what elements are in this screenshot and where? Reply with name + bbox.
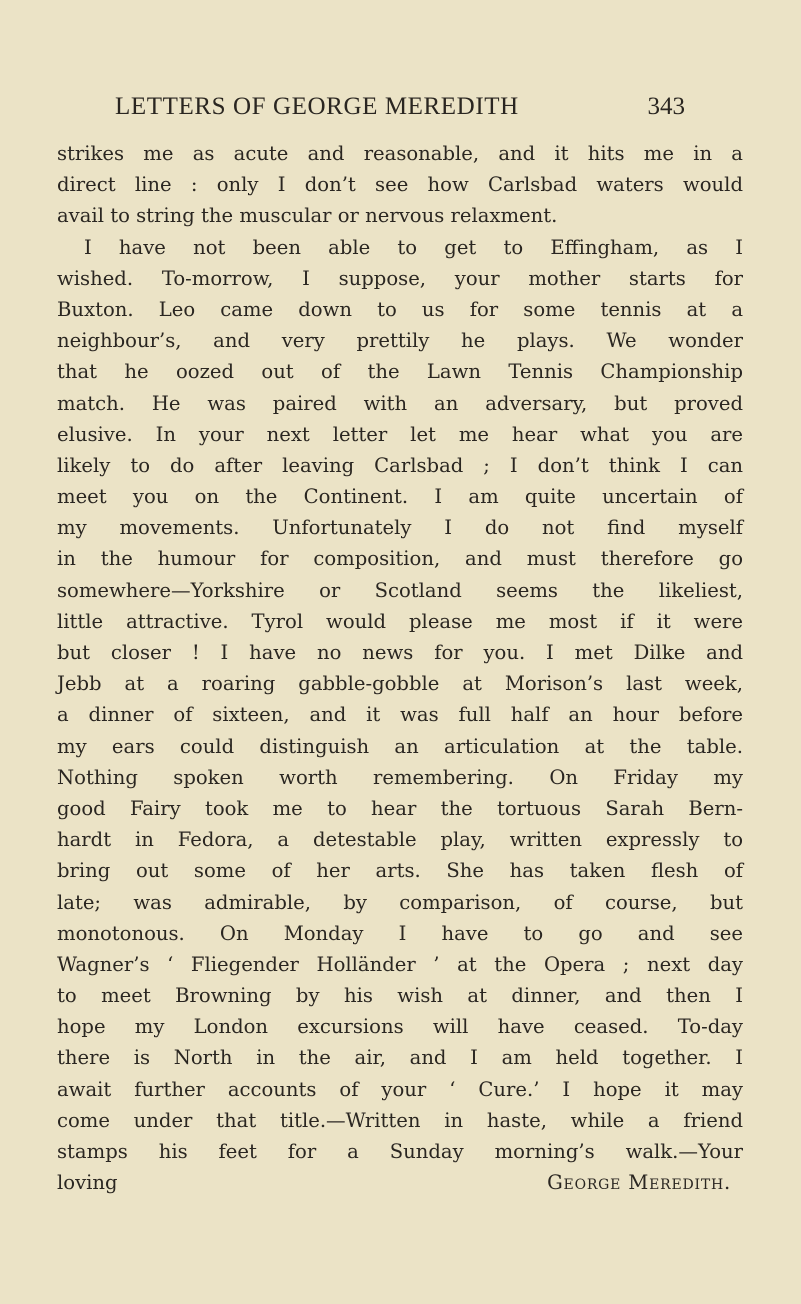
text-line: await further accounts of your ‘ Cure.’ I hope it may [57,1077,743,1101]
text-line: hope my London excursions will have ceased. To-day [57,1015,743,1039]
closing-line [57,1167,743,1198]
text-line: strikes me as acute and reasonable, and it hits me in a [57,142,743,165]
text-line: monotonous. On Monday I have to go and see [57,921,743,945]
text-line: in the humour for composition, and must therefore go [57,547,743,571]
text-line: that he oozed out of the Lawn Tennis Championship [57,360,743,384]
signature: George Meredith. [547,1171,731,1195]
text-line: Nothing spoken worth remembering. On Friday my [57,765,743,789]
text-line: somewhere—Yorkshire or Scotland seems the likeliest, [57,578,743,602]
text-line: come under that title.—Written in haste, while a friend [57,1108,743,1132]
text-line: meet you on the Continent. I am quite uncertain of [57,485,743,509]
text-line: Wagner’s ‘ Fliegender Holländer ’ at the Opera ; next day [57,952,743,976]
text-line: avail to string the muscular or nervous relaxment. [57,204,558,228]
text-line: wished. To-morrow, I suppose, your mother starts for [57,266,743,290]
text-line: bring out some of her arts. She has taken flesh of [57,859,743,883]
text-line: likely to do after leaving Carlsbad ; I don’t think I can [57,453,743,477]
text-line: hardt in Fedora, a detestable play, written expressly to [57,828,743,852]
text-line: Jebb at a roaring gabble-gobble at Morison’s last week, [57,672,743,696]
page-number: 343 [647,93,685,120]
page-header [115,92,685,126]
text-line: Buxton. Leo came down to us for some tennis at a [57,297,743,321]
text-line: direct line : only I don’t see how Carlsbad waters would [57,173,743,197]
text-line: my movements. Unfortunately I do not find myself [57,516,743,540]
text-line: a dinner of sixteen, and it was full half an hour before [57,703,743,727]
letter-body [57,138,743,1198]
text-line: but closer ! I have no news for you. I met Dilke and [57,641,743,664]
text-line: neighbour’s, and very prettily he plays. We wonder [57,329,743,353]
text-line: my ears could distinguish an articulation at the table. [57,734,743,758]
closing-word: loving [57,1171,118,1195]
text-line: good Fairy took me to hear the tortuous Sarah Bern- [57,796,743,820]
text-line: little attractive. Tyrol would please me most if it were [57,609,743,633]
text-line: to meet Browning by his wish at dinner, and then I [57,984,743,1008]
text-line: match. He was paired with an adversary, but proved [57,391,743,415]
text-line: elusive. In your next letter let me hear what you are [57,422,743,446]
text-line: I have not been able to get to Effingham, as I [84,235,743,259]
text-line: stamps his feet for a Sunday morning’s walk.—Your [57,1140,743,1163]
text-line: there is North in the air, and I am held together. I [57,1046,743,1070]
running-title: LETTERS OF GEORGE MEREDITH [115,93,519,120]
text-line: late; was admirable, by comparison, of course, but [57,890,743,914]
